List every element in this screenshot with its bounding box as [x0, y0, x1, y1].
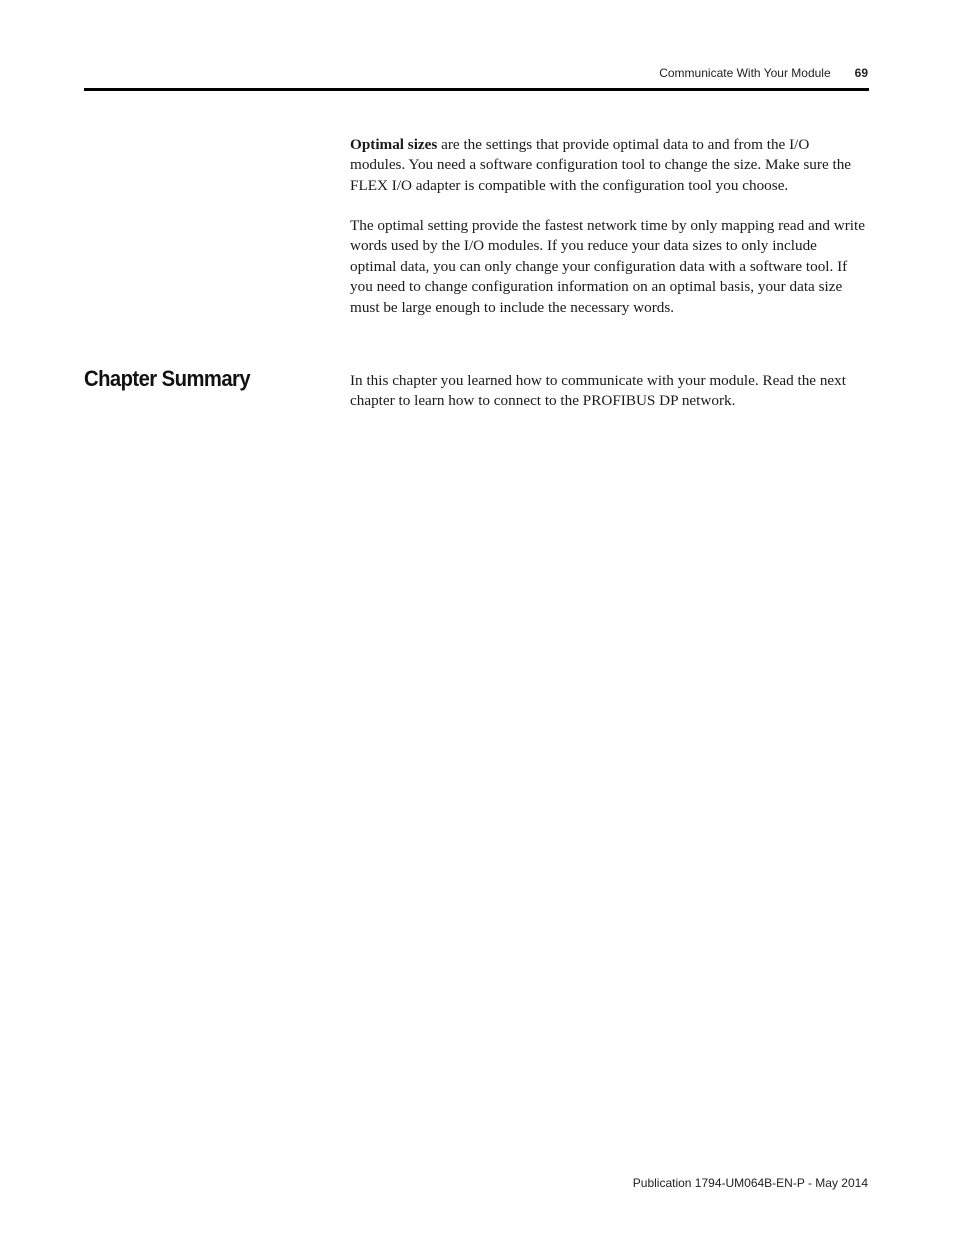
optimal-sizes-term: Optimal sizes: [350, 136, 438, 153]
optimal-sizes-text: are the settings that provide optimal data to and from the I/O modules. You need a software configuration tool to change the size. Make sure the FLEX I/O adapter is compatible with the configuration tool you choose.: [350, 136, 852, 194]
page-number: 69: [854, 66, 868, 80]
header-rule: [84, 88, 869, 91]
running-header: [659, 66, 868, 80]
publication-footer: Publication 1794-UM064B-EN-P - May 2014: [632, 1176, 868, 1190]
optimal-setting-paragraph: [350, 216, 865, 318]
chapter-title: Communicate With Your Module: [659, 66, 831, 80]
chapter-summary-heading: Chapter Summary: [84, 366, 251, 391]
optimal-sizes-paragraph: [350, 135, 865, 196]
chapter-summary-paragraph: [350, 371, 865, 412]
chapter-summary-text: In this chapter you learned how to communicate with your module. Read the next chapter to learn how to connect to the PROFIBUS DP network.: [350, 372, 846, 410]
optimal-setting-text: The optimal setting provide the fastest network time by only mapping read and write words used by the I/O modules. If you reduce your data sizes to only include optimal data, you can only change your configuration data with a software tool. If you need to change configuration information on an optimal basis, your data size must be large enough to include the necessary words.: [350, 217, 865, 316]
